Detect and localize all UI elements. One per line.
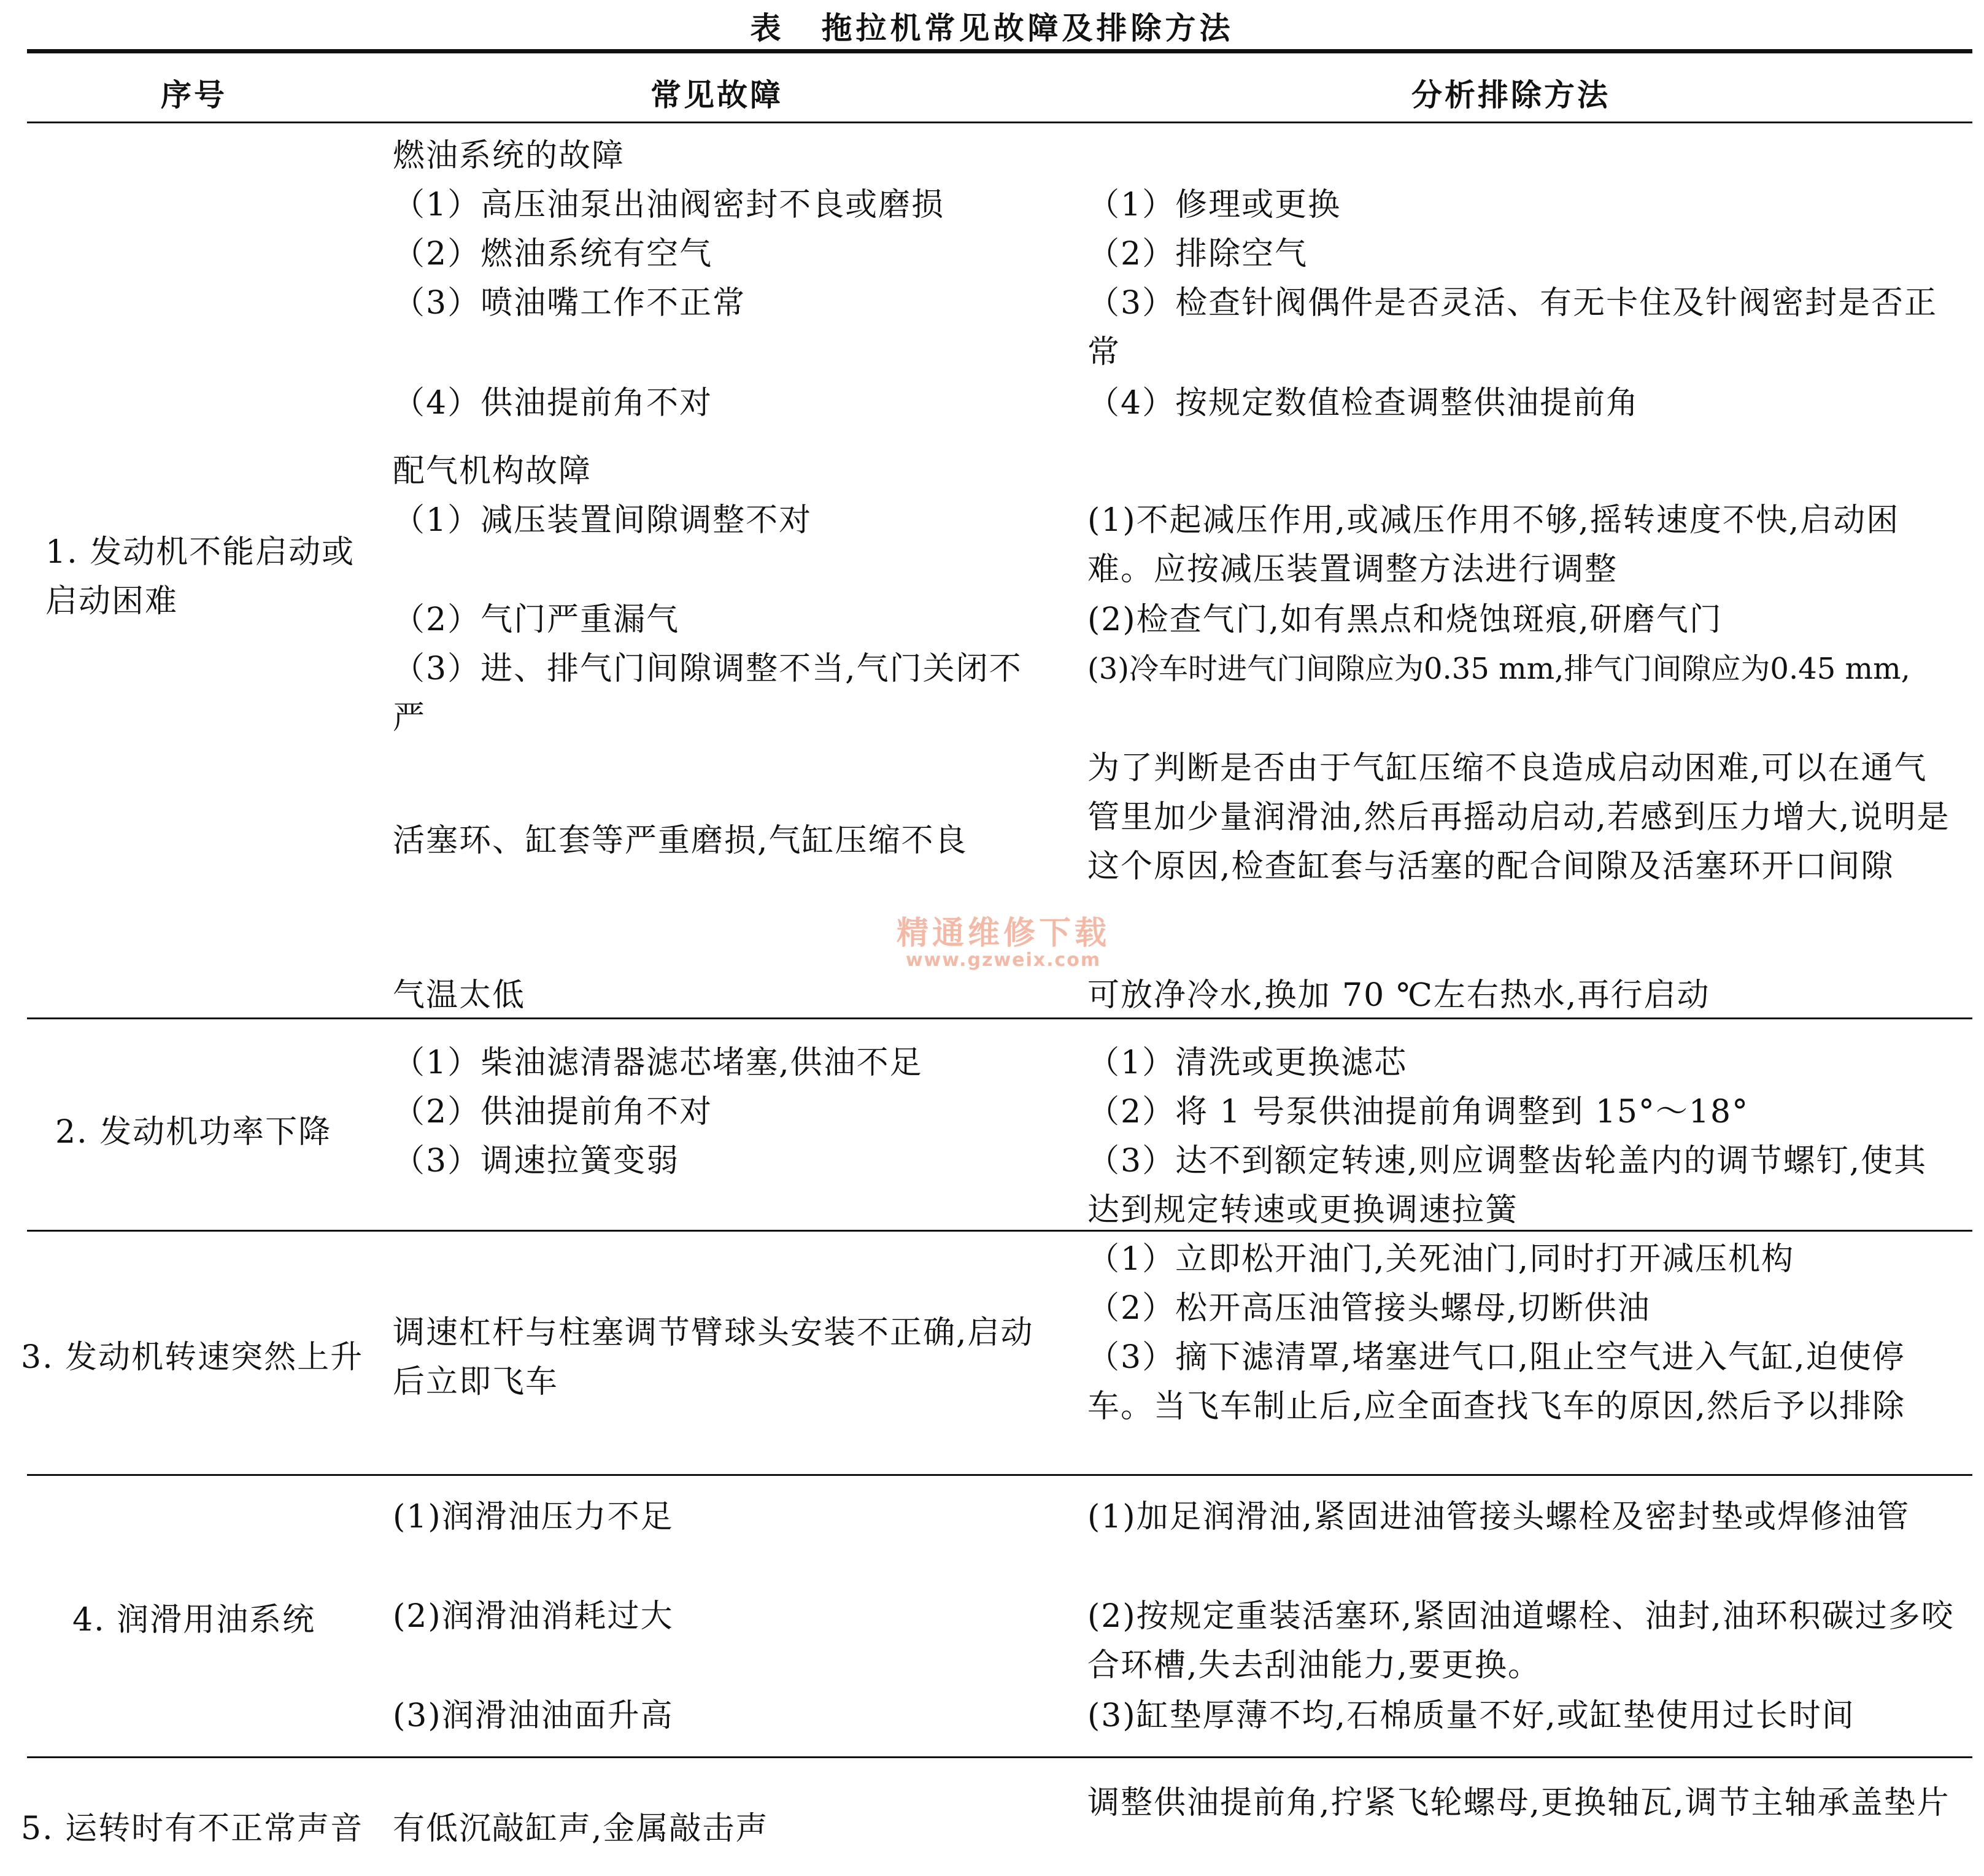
top-rule [27, 49, 1972, 53]
watermark [887, 916, 1120, 970]
row-5-number: 5. 运转时有不正常声音 [21, 1810, 364, 1847]
row-5-method: 调整供油提前角,拧紧飞轮螺母,更换轴瓦,调节主轴承盖垫片 [1087, 1785, 1950, 1821]
row-1-method: （4）按规定数值检查调整供油提前角 [1087, 385, 1640, 422]
row-1-method: （1）修理或更换 [1087, 187, 1341, 223]
row-3-number: 3. 发动机转速突然上升 [21, 1339, 364, 1376]
row-4-fault: (2)润滑油消耗过大 [393, 1598, 674, 1635]
row-4-fault: (1)润滑油压力不足 [393, 1499, 674, 1535]
row-separator [27, 1756, 1972, 1758]
row-1-fault: 活塞环、缸套等严重磨损,气缸压缩不良 [393, 822, 968, 859]
row-1-fault: （3）进、排气门间隙调整不当,气门关闭不严 [393, 650, 1022, 736]
row-2-fault: （2）供油提前角不对 [393, 1094, 713, 1130]
row-1-method: (3)冷车时进气门间隙应为0.35 mm,排气门间隙应为0.45 mm, [1087, 652, 1910, 686]
header-method: 分析排除方法 [1411, 77, 1610, 113]
watermark-title: 精通维修下载 [896, 915, 1110, 952]
row-1-group-2-heading: 配气机构故障 [393, 453, 592, 490]
row-1-group-1-heading: 燃油系统的故障 [393, 137, 625, 174]
row-1-fault: （1）高压油泵出油阀密封不良或磨损 [393, 187, 945, 223]
watermark-url: www.gzweix.com [905, 949, 1102, 971]
row-1-fault: （4）供油提前角不对 [393, 385, 713, 422]
row-3-method: （2）松开高压油管接头螺母,切断供油 [1087, 1290, 1651, 1327]
row-3-method: （1）立即松开油门,关死油门,同时打开减压机构 [1087, 1241, 1795, 1278]
row-4-number: 4. 润滑用油系统 [72, 1602, 316, 1639]
header-rule [27, 122, 1972, 123]
row-separator [27, 1230, 1972, 1232]
row-1-fault: （1）减压装置间隙调整不对 [393, 502, 813, 539]
table-caption [0, 4, 1984, 48]
row-1-fault: （2）气门严重漏气 [393, 601, 680, 638]
row-5-fault: 有低沉敲缸声,金属敲击声 [393, 1810, 769, 1847]
row-1-method: (2)检查气门,如有黑点和烧蚀斑痕,研磨气门 [1087, 601, 1723, 638]
row-2-method: （3）达不到额定转速,则应调整齿轮盖内的调节螺钉,使其达到规定转速或更换调速拉簧 [1087, 1143, 1928, 1229]
row-1-fault: （2）燃油系统有空气 [393, 236, 713, 272]
row-separator [27, 1474, 1972, 1476]
row-1-method: （3）检查针阀偶件是否灵活、有无卡住及针阀密封是否正常 [1087, 285, 1938, 371]
header-no: 序号 [161, 77, 227, 113]
row-3-fault: 调速杠杆与柱塞调节臂球头安装不正确,启动后立即飞车 [393, 1314, 1034, 1400]
row-1-number: 1. 发动机不能启动或启动困难 [45, 534, 355, 620]
row-2-method: （2）将 1 号泵供油提前角调整到 15°～18° [1087, 1094, 1750, 1130]
row-1-fault: （3）喷油嘴工作不正常 [393, 285, 746, 322]
header-fault: 常见故障 [650, 77, 783, 113]
row-1-method: (1)不起减压作用,或减压作用不够,摇转速度不快,启动困难。应按减压装置调整方法进行调整 [1087, 502, 1900, 588]
row-2-fault: （1）柴油滤清器滤芯堵塞,供油不足 [393, 1044, 923, 1081]
row-1-method: 可放净冷水,换加 70 ℃左右热水,再行启动 [1087, 977, 1710, 1014]
row-3-method: （3）摘下滤清罩,堵塞进气口,阻止空气进入气缸,迫使停车。当飞车制止后,应全面查找飞车的原因,然后予以排除 [1087, 1339, 1906, 1425]
row-2-method: （1）清洗或更换滤芯 [1087, 1044, 1408, 1081]
caption-label: 表 [750, 10, 785, 46]
row-2-fault: （3）调速拉簧变弱 [393, 1143, 680, 1179]
row-4-method: (2)按规定重装活塞环,紧固油道螺栓、油封,油环积碳过多咬合环槽,失去刮油能力,要更换。 [1087, 1598, 1955, 1684]
row-2-number: 2. 发动机功率下降 [55, 1114, 332, 1151]
row-4-method: (3)缸垫厚薄不均,石棉质量不好,或缸垫使用过长时间 [1087, 1697, 1855, 1734]
caption-title: 拖拉机常见故障及排除方法 [821, 10, 1234, 46]
row-1-method: （2）排除空气 [1087, 236, 1308, 272]
row-4-method: (1)加足润滑油,紧固进油管接头螺栓及密封垫或焊修油管 [1087, 1499, 1910, 1535]
row-4-fault: (3)润滑油油面升高 [393, 1697, 674, 1734]
row-1-fault: 气温太低 [393, 977, 526, 1014]
row-1-method: 为了判断是否由于气缸压缩不良造成启动困难,可以在通气管里加少量润滑油,然后再摇动启动,若感到压力增大,说明是这个原因,检查缸套与活塞的配合间隙及活塞环开口间隙 [1087, 750, 1950, 885]
row-separator [27, 1017, 1972, 1019]
